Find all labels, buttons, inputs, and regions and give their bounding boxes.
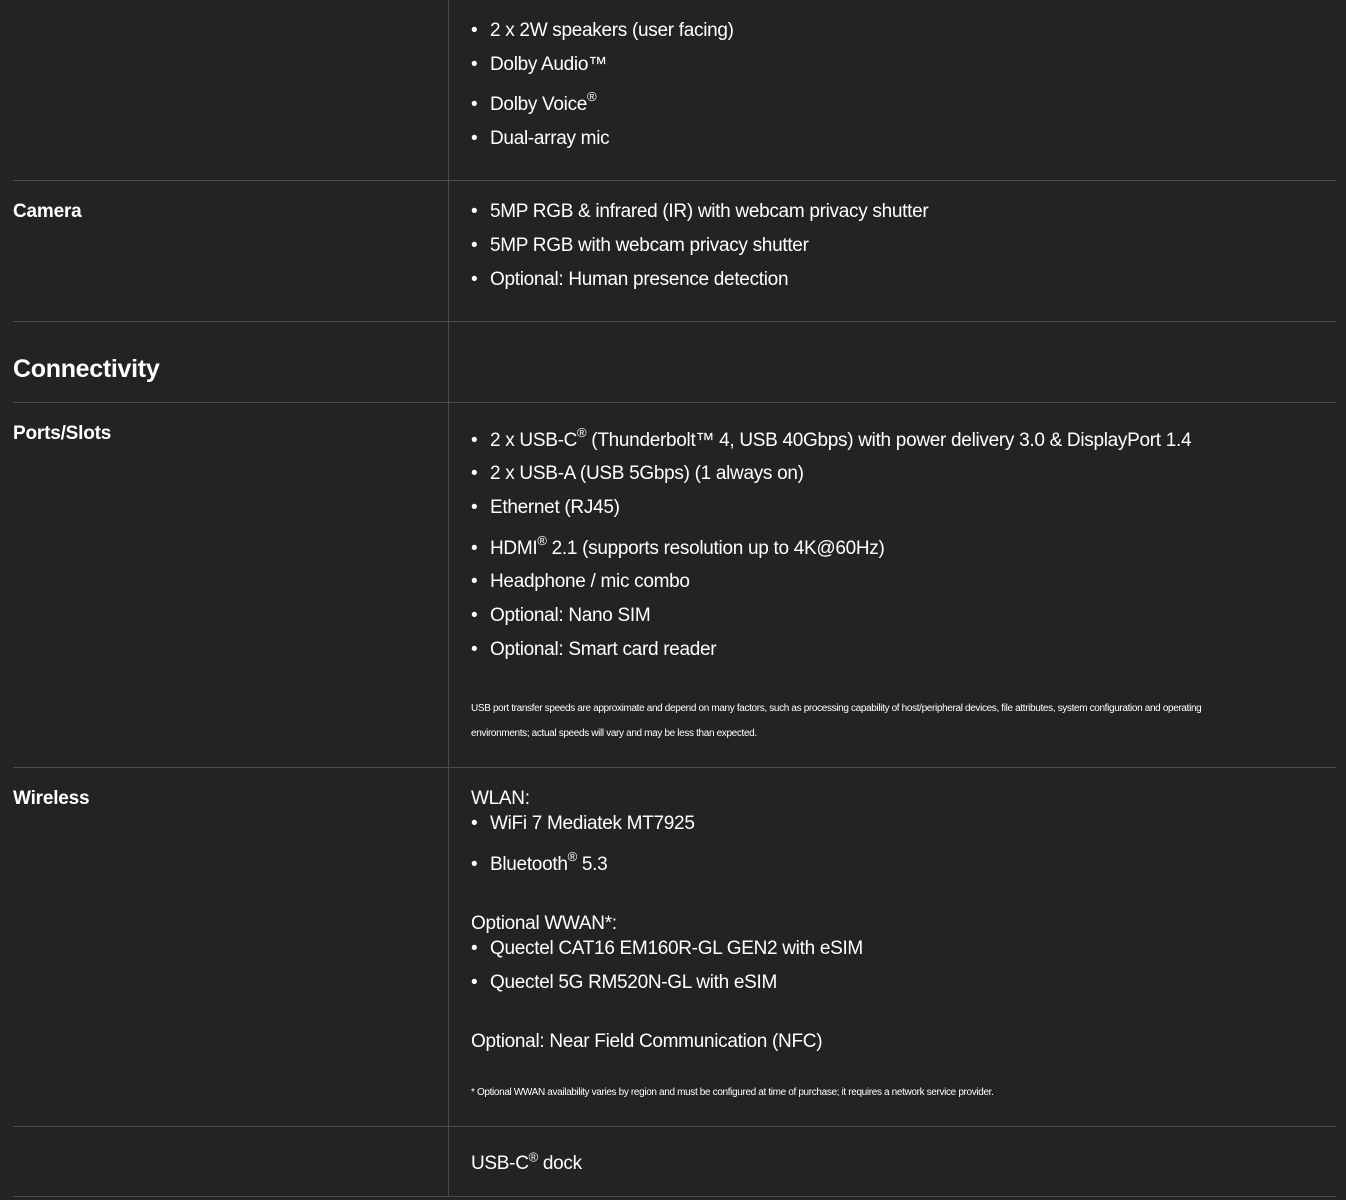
ports-item-usbc: • 2 x USB-C® (Thunderbolt™ 4, USB 40Gbps) with power delivery 3.0 & DisplayPort 1.4	[471, 424, 1192, 451]
wireless-item-bluetooth: • Bluetooth® 5.3	[471, 848, 608, 875]
ports-item-hdmi: • HDMI® 2.1 (supports resolution up to 4K@60Hz)	[471, 532, 885, 559]
row-divider-dock	[13, 1196, 1336, 1197]
audio-item-speakers: • 2 x 2W speakers (user facing)	[471, 20, 734, 41]
row-divider-ports	[13, 767, 1336, 768]
ports-footnote-line-1: USB port transfer speeds are approximate and depend on many factors, such as processing capability of host/peripheral devices, file attributes, system configuration and operating	[471, 703, 1202, 714]
ports-item-usba: • 2 x USB-A (USB 5Gbps) (1 always on)	[471, 463, 804, 484]
ports-item-smart-card: • Optional: Smart card reader	[471, 639, 717, 660]
audio-item-dolby-audio: • Dolby Audio™	[471, 54, 607, 75]
audio-item-mic: • Dual-array mic	[471, 128, 610, 149]
dock-value: USB-C® dock	[471, 1149, 582, 1174]
wireless-item-wifi: • WiFi 7 Mediatek MT7925	[471, 813, 695, 834]
camera-item-rgb: • 5MP RGB with webcam privacy shutter	[471, 235, 809, 256]
ports-footnote-line-2: environments; actual speeds will vary and may be less than expected.	[471, 728, 757, 739]
row-divider-wireless	[13, 1126, 1336, 1127]
camera-label: Camera	[13, 201, 82, 222]
ports-item-nano-sim: • Optional: Nano SIM	[471, 605, 651, 626]
row-divider-connectivity	[13, 402, 1336, 403]
wwan-heading: Optional WWAN*:	[471, 913, 617, 934]
row-divider-camera	[13, 321, 1336, 322]
wwan-footnote: * Optional WWAN availability varies by region and must be configured at time of purchase; it requires a network service provider.	[471, 1087, 994, 1098]
ports-slots-label: Ports/Slots	[13, 423, 112, 444]
ports-item-headphone: • Headphone / mic combo	[471, 571, 690, 592]
camera-item-ir: • 5MP RGB & infrared (IR) with webcam privacy shutter	[471, 201, 929, 222]
connectivity-heading: Connectivity	[13, 355, 160, 383]
audio-item-dolby-voice: • Dolby Voice®	[471, 88, 597, 115]
row-divider-audio	[13, 180, 1336, 181]
wireless-nfc: Optional: Near Field Communication (NFC)	[471, 1031, 823, 1052]
ports-item-ethernet: • Ethernet (RJ45)	[471, 497, 620, 518]
wireless-item-wwan-cat16: • Quectel CAT16 EM160R-GL GEN2 with eSIM	[471, 938, 863, 959]
camera-item-presence: • Optional: Human presence detection	[471, 269, 789, 290]
wireless-label: Wireless	[13, 788, 90, 809]
wireless-item-wwan-5g: • Quectel 5G RM520N-GL with eSIM	[471, 972, 778, 993]
wlan-heading: WLAN:	[471, 788, 530, 809]
